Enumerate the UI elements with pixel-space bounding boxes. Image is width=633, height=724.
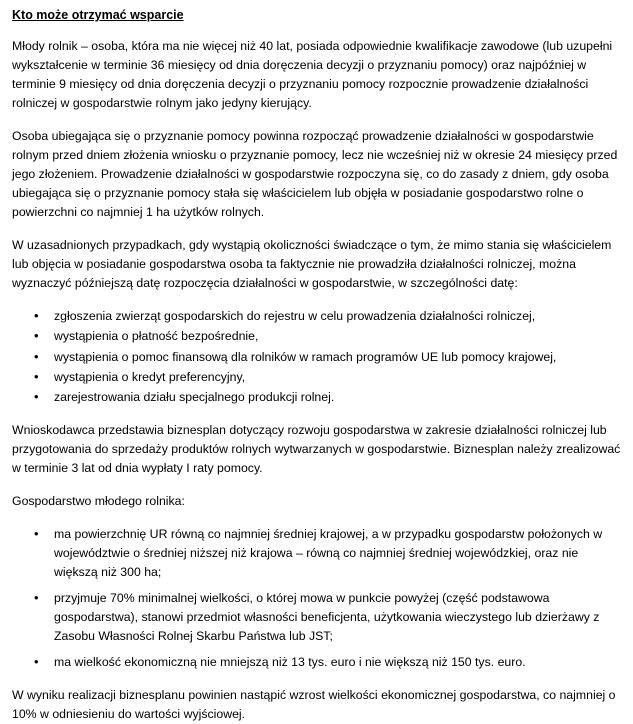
document-body xyxy=(12,37,621,724)
page-title: Kto może otrzymać wsparcie xyxy=(12,8,184,22)
paragraph: W wyniku realizacji biznesplanu powinien nastąpić wzrost wielkości ekonomicznej gospodarstwa, co najmniej o 10% w odniesieniu do wartości wyjściowej. xyxy=(12,688,616,722)
list-item: • zarejestrowania działu specjalnego produkcji rolnej. xyxy=(34,388,621,407)
paragraph: Wnioskodawca przedstawia biznesplan dotyczący rozwoju gospodarstwa w zakresie działalności rolniczej lub przygotowania do sprzedaży produktów rolnych wytwarzanych w gospodarstwie. Biznesplan należy zrealizować w terminie 3 lat od dnia wypłaty I raty pomocy. xyxy=(12,422,621,475)
list-item: • wystąpienia o kredyt preferencyjny, xyxy=(34,368,621,387)
paragraph: Młody rolnik – osoba, która ma nie więcej niż 40 lat, posiada odpowiednie kwalifikacje zawodowe (lub uzupełni wykształcenie w terminie 36 miesięcy od dnia doręczenia decyzji o przyznaniu pomocy) oraz najpóźniej w terminie 9 miesięcy od dnia doręczenia decyzji o przyznaniu pomocy rozpocznie prowadzenie działalności rolniczej w gospodarstwie rolnym jako jedyny kierujący. xyxy=(12,38,613,111)
paragraph: Gospodarstwo młodego rolnika: xyxy=(12,493,185,508)
list-item: • ma powierzchnię UR równą co najmniej średniej krajowej, a w przypadku gospodarstw położonych w województwie o średniej niższej niż krajowa – równą co najmniej średniej wojewódzkiej, oraz nie większą niż 300 ha; xyxy=(34,525,621,582)
bullet-list xyxy=(12,525,621,672)
list-item: • wystąpienia o płatność bezpośrednie, xyxy=(34,327,621,346)
list-item: • wystąpienia o pomoc finansową dla rolników w ramach programów UE lub pomocy krajowej, xyxy=(34,348,621,367)
list-item: • ma wielkość ekonomiczną nie mniejszą niż 13 tys. euro i nie większą niż 150 tys. euro. xyxy=(34,653,621,672)
paragraph: W uzasadnionych przypadkach, gdy wystąpią okoliczności świadczące o tym, że mimo stania się właścicielem lub objęcia w posiadanie gospodarstwa osoba ta faktycznie nie prowadziła działalności rolniczej, można wyznaczyć późniejszą datę rozpoczęcia działalności w gospodarstwie, w szczególności datę: xyxy=(12,238,612,291)
paragraph: Osoba ubiegająca się o przyznanie pomocy powinna rozpocząć prowadzenie działalności w gospodarstwie rolnym przed dniem złożenia wniosku o przyznanie pomocy, lecz nie wcześniej niż w okresie 24 miesięcy przed jego złożeniem. Prowadzenie działalności w gospodarstwie rozpoczyna się, co do zasady z dniem, gdy osoba ubiegająca się o przyznanie pomocy stała się właścicielem lub objęła w posiadanie gospodarstwo rolne o powierzchni co najmniej 1 ha użytków rolnych. xyxy=(12,129,618,220)
bullet-list xyxy=(12,307,621,406)
list-item: • przyjmuje 70% minimalnej wielkości, o której mowa w punkcie powyżej (część podstawowa gospodarstwa), stanowi przedmiot własności beneficjenta, użytkowania wieczystego lub dzierżawy z Zasobu Własności Rolnej Skarbu Państwa lub JST; xyxy=(34,589,621,646)
list-item: • zgłoszenia zwierząt gospodarskich do rejestru w celu prowadzenia działalności rolniczej, xyxy=(34,307,621,326)
